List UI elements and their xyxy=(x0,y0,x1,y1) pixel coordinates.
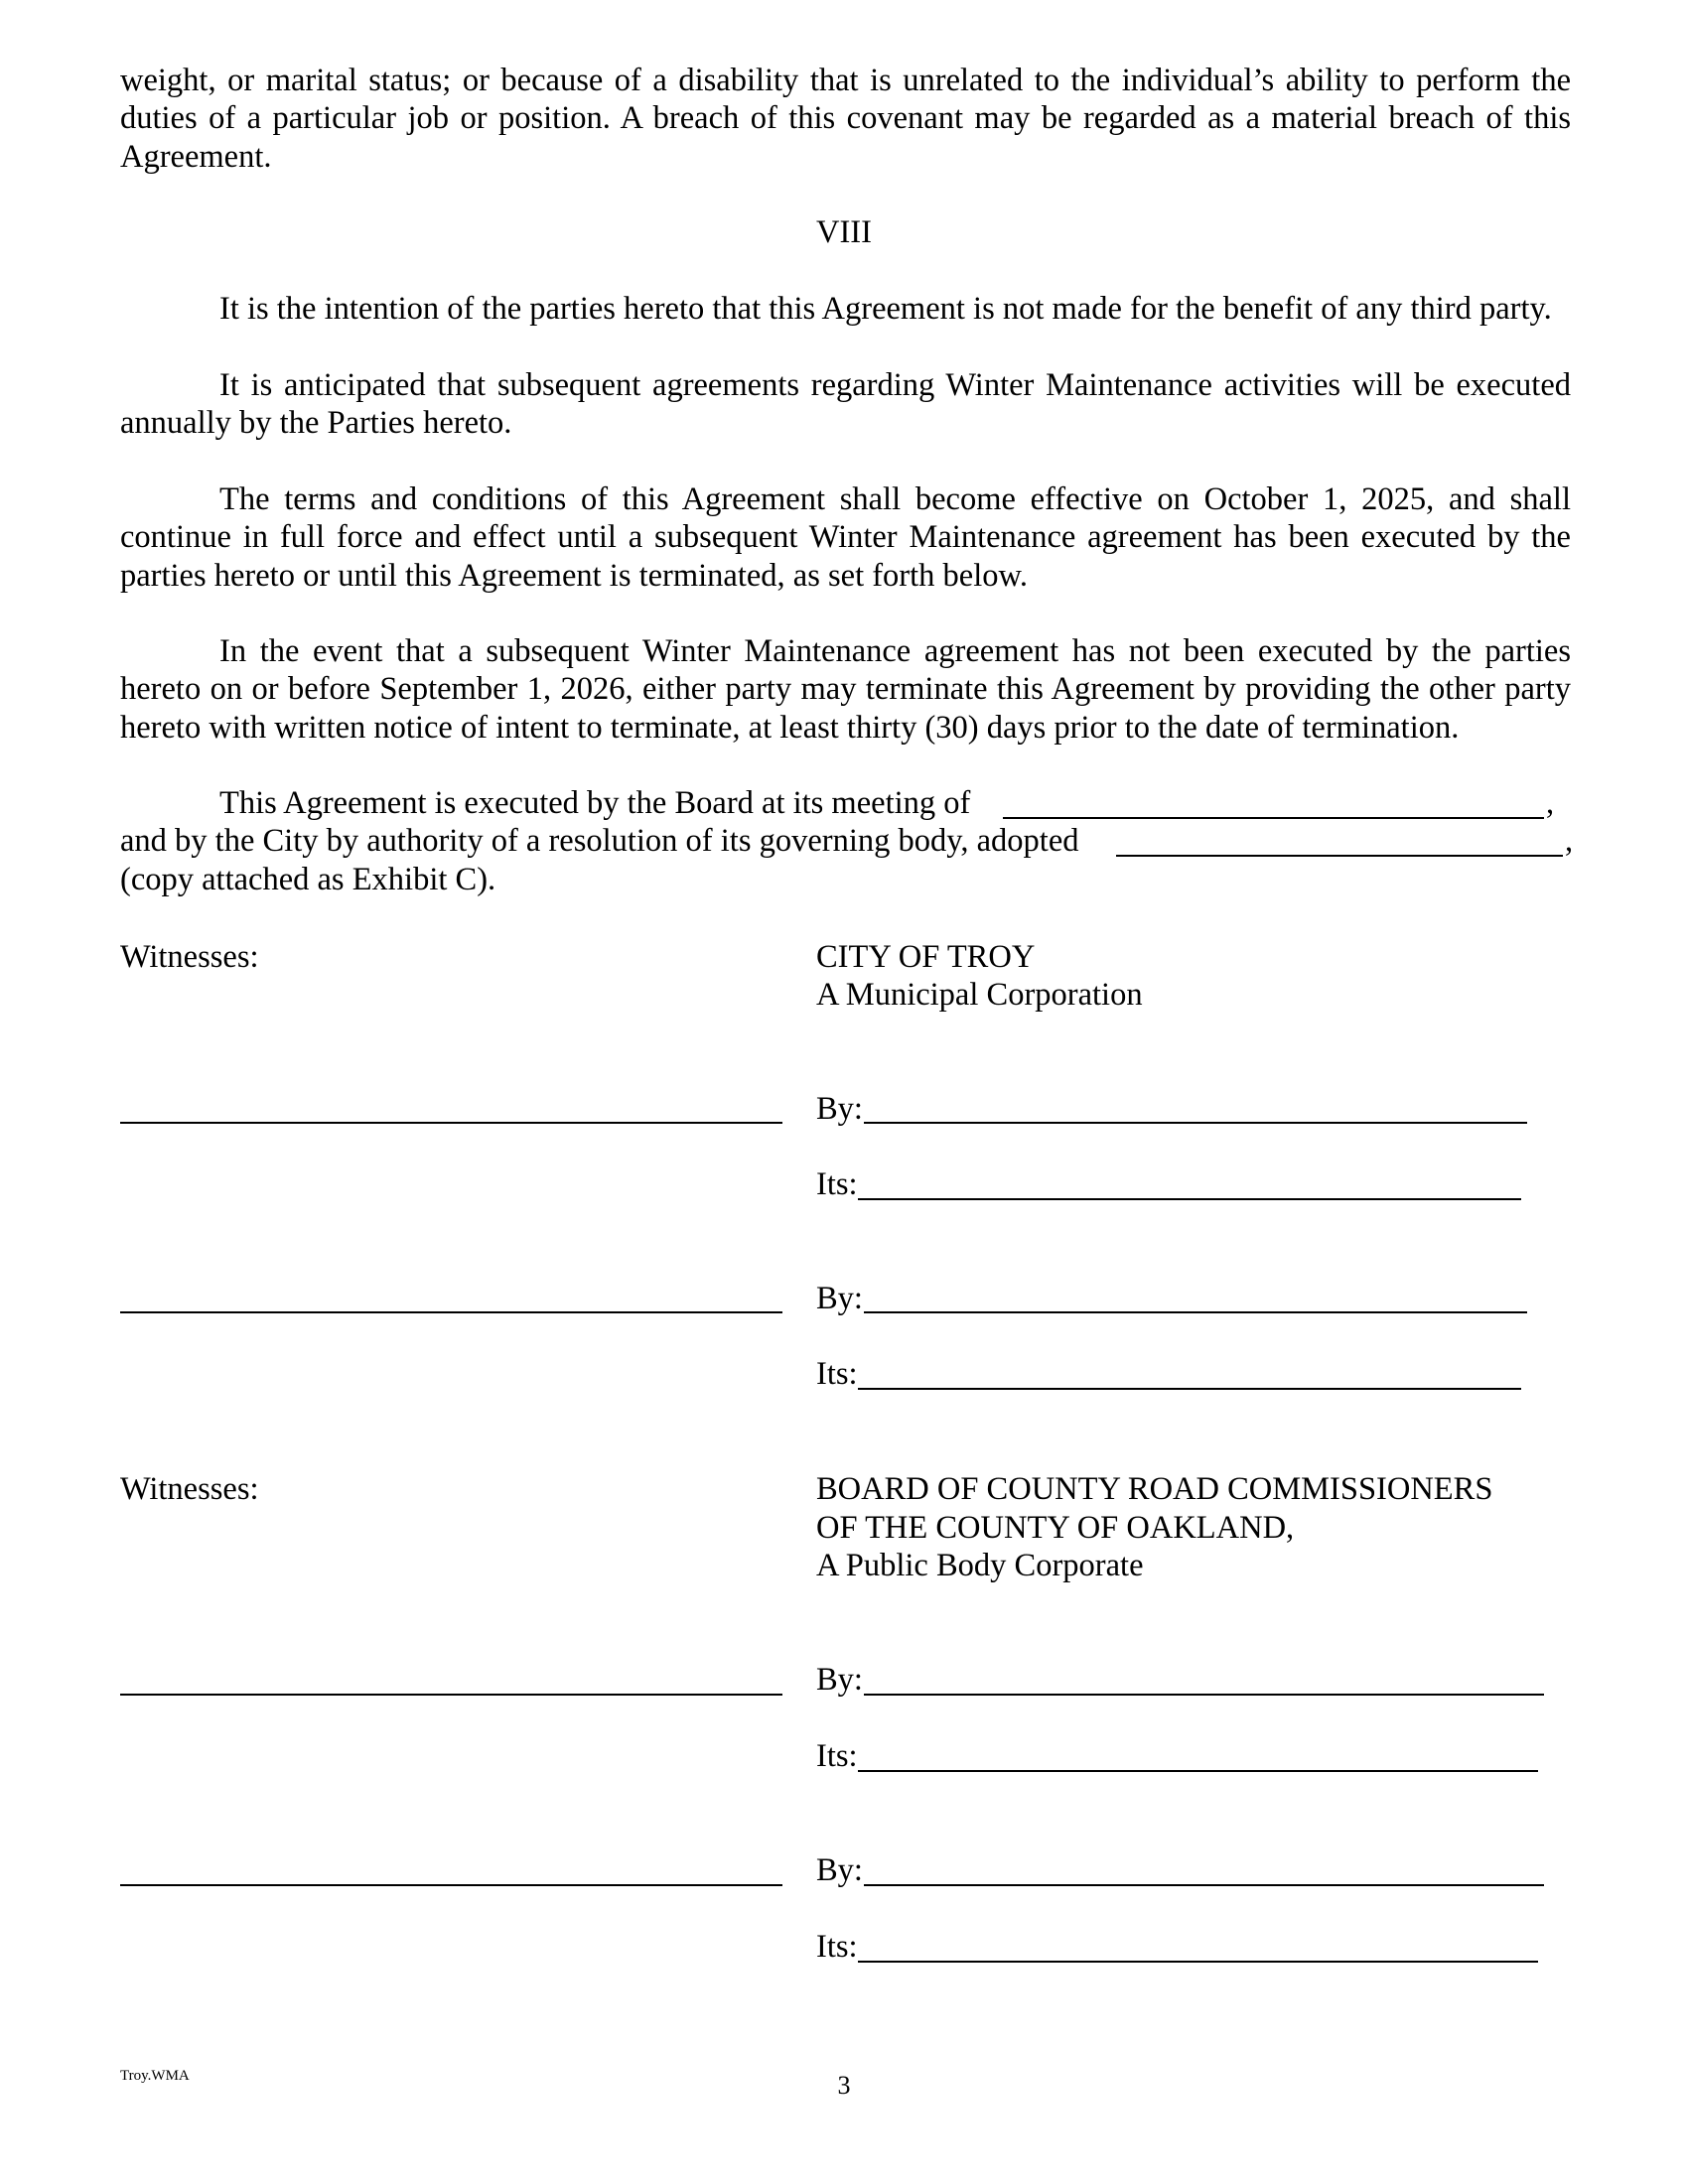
paragraph-line: Agreement. xyxy=(120,139,272,175)
its-title-line[interactable] xyxy=(858,1770,1538,1772)
by-label: By: xyxy=(816,1281,863,1316)
meeting-date-blank[interactable] xyxy=(1003,817,1544,819)
paragraph-line: The terms and conditions of this Agreement shall become effective on October 1, 2025, and shall xyxy=(219,481,1571,517)
signatory-name: OF THE COUNTY OF OAKLAND, xyxy=(816,1510,1295,1546)
signatory-type: A Public Body Corporate xyxy=(816,1548,1144,1583)
witnesses-label: Witnesses: xyxy=(120,1471,259,1507)
witness-signature-line[interactable] xyxy=(120,1694,782,1696)
resolution-date-blank[interactable] xyxy=(1116,855,1563,857)
witness-signature-line[interactable] xyxy=(120,1122,782,1124)
its-title-line[interactable] xyxy=(858,1961,1538,1963)
its-title-line[interactable] xyxy=(858,1388,1521,1390)
by-signature-line[interactable] xyxy=(864,1694,1544,1696)
its-label: Its: xyxy=(816,1738,858,1774)
page-number: 3 xyxy=(837,2071,851,2100)
paragraph-line: and by the City by authority of a resolution of its governing body, adopted xyxy=(120,823,1079,859)
section-heading: VIII xyxy=(816,214,872,250)
by-label: By: xyxy=(816,1662,863,1698)
witnesses-label: Witnesses: xyxy=(120,939,259,975)
its-title-line[interactable] xyxy=(858,1198,1521,1200)
by-label: By: xyxy=(816,1091,863,1127)
paragraph-line: parties hereto or until this Agreement is terminated, as set forth below. xyxy=(120,558,1028,594)
paragraph-line: hereto on or before September 1, 2026, either party may terminate this Agreement by providing the other party xyxy=(120,671,1571,707)
paragraph-line: This Agreement is executed by the Board at its meeting of xyxy=(219,785,971,821)
comma: , xyxy=(1565,823,1574,859)
its-label: Its: xyxy=(816,1356,858,1392)
by-label: By: xyxy=(816,1852,863,1888)
paragraph-line: annually by the Parties hereto. xyxy=(120,405,512,441)
its-label: Its: xyxy=(816,1166,858,1202)
paragraph-line: In the event that a subsequent Winter Maintenance agreement has not been executed by the parties xyxy=(219,633,1571,669)
paragraph-line: weight, or marital status; or because of a disability that is unrelated to the individual’s ability to perform the xyxy=(120,63,1571,98)
paragraph-line: It is the intention of the parties hereto that this Agreement is not made for the benefit of any third party. xyxy=(219,291,1552,327)
by-signature-line[interactable] xyxy=(864,1122,1527,1124)
paragraph-line: It is anticipated that subsequent agreements regarding Winter Maintenance activities will be executed xyxy=(219,367,1571,403)
paragraph-line: (copy attached as Exhibit C). xyxy=(120,862,496,897)
paragraph-line: continue in full force and effect until a subsequent Winter Maintenance agreement has been executed by the xyxy=(120,519,1571,555)
footer-document-code: Troy.WMA xyxy=(120,2068,190,2084)
signatory-name: BOARD OF COUNTY ROAD COMMISSIONERS xyxy=(816,1471,1493,1507)
its-label: Its: xyxy=(816,1929,858,1965)
signatory-type: A Municipal Corporation xyxy=(816,977,1143,1013)
witness-signature-line[interactable] xyxy=(120,1311,782,1313)
signatory-name: CITY OF TROY xyxy=(816,939,1036,975)
witness-signature-line[interactable] xyxy=(120,1884,782,1886)
comma: , xyxy=(1546,785,1555,821)
by-signature-line[interactable] xyxy=(864,1311,1527,1313)
by-signature-line[interactable] xyxy=(864,1884,1544,1886)
paragraph-line: hereto with written notice of intent to terminate, at least thirty (30) days prior to the date of termination. xyxy=(120,710,1460,746)
paragraph-line: duties of a particular job or position. A breach of this covenant may be regarded as a material breach of this xyxy=(120,100,1571,136)
